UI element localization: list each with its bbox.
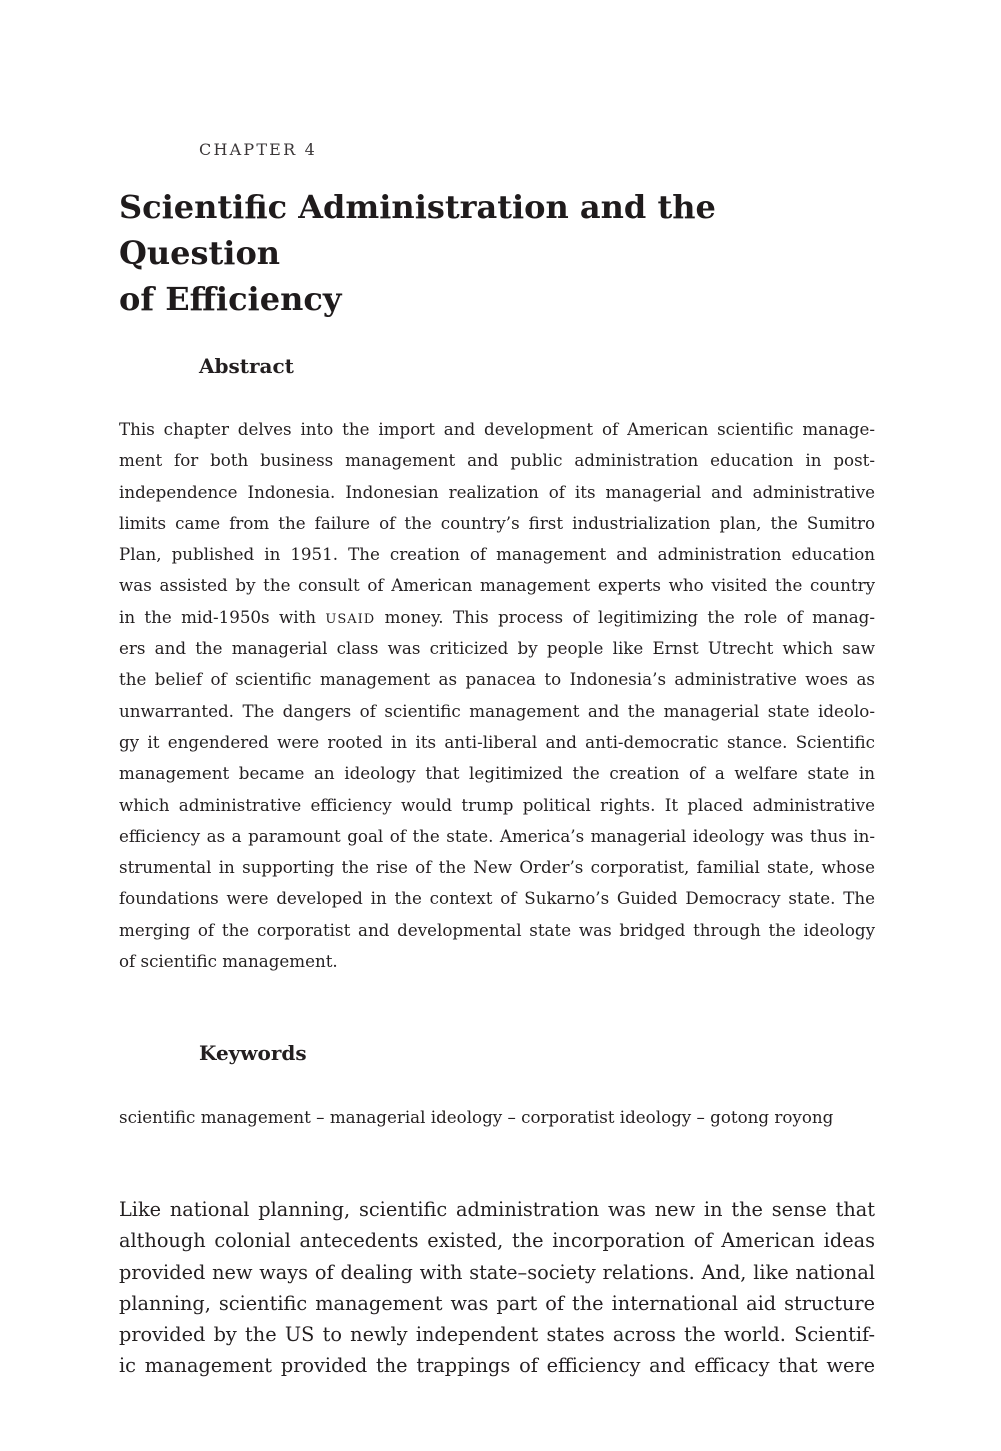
abstract-line: strumental in supporting the rise of the New Order’s corporatist, familial state, whose <box>119 857 875 878</box>
abstract-line: Plan, published in 1951. The creation of management and administration education <box>119 544 875 565</box>
abstract-line: foundations were developed in the context of Sukarno’s Guided Democracy state. The <box>119 888 875 909</box>
usaid-abbreviation: USAID <box>325 611 376 627</box>
body-line: provided by the US to newly independent states across the world. Scientif- <box>119 1323 875 1347</box>
abstract-line: management became an ideology that legitimized the creation of a welfare state in <box>119 763 875 784</box>
abstract-line: which administrative efficiency would trump political rights. It placed administrative <box>119 794 875 815</box>
chapter-title-line-2: of Efficiency <box>119 280 342 318</box>
body-line: although colonial antecedents existed, the incorporation of American ideas <box>119 1229 875 1253</box>
abstract-line: gy it engendered were rooted in its anti-liberal and anti-democratic stance. Scientific <box>119 731 875 752</box>
abstract-paragraph <box>119 414 875 977</box>
abstract-heading: Abstract <box>199 354 294 378</box>
keywords-list: scientific management – managerial ideology – corporatist ideology – gotong royong <box>119 1107 834 1127</box>
body-line: planning, scientific management was part of the international aid structure <box>119 1291 875 1315</box>
chapter-label: CHAPTER 4 <box>199 140 317 159</box>
keywords-heading: Keywords <box>199 1041 307 1065</box>
abstract-line: independence Indonesia. Indonesian realization of its managerial and administrative <box>119 481 875 502</box>
abstract-line: limits came from the failure of the country’s first industrialization plan, the Sumitro <box>119 512 875 533</box>
abstract-line: ers and the managerial class was criticized by people like Ernst Utrecht which saw <box>119 638 875 659</box>
abstract-line: the belief of scientific management as panacea to Indonesia’s administrative woes as <box>119 669 875 690</box>
abstract-line: was assisted by the consult of American management experts who visited the country <box>119 575 875 596</box>
abstract-line: efficiency as a paramount goal of the state. America’s managerial ideology was thus in- <box>119 825 875 846</box>
body-line: provided new ways of dealing with state–society relations. And, like national <box>119 1260 875 1284</box>
body-line: Like national planning, scientific administration was new in the sense that <box>119 1198 875 1221</box>
abstract-line: ment for both business management and public administration education in post- <box>119 450 875 471</box>
chapter-title <box>119 184 819 322</box>
body-paragraph <box>119 1194 875 1382</box>
abstract-line <box>119 602 875 633</box>
abstract-line: This chapter delves into the import and development of American scientific manage- <box>119 419 875 439</box>
chapter-title-line-1: Scientific Administration and the Question <box>119 188 716 272</box>
abstract-line-end: money. This process of legitimizing the role of manag- <box>384 606 875 627</box>
abstract-line: merging of the corporatist and developmental state was bridged through the ideology <box>119 919 875 940</box>
abstract-line: unwarranted. The dangers of scientific management and the managerial state ideolo- <box>119 700 875 721</box>
abstract-line-start: in the mid-1950s with <box>119 606 317 627</box>
abstract-line: of scientific management. <box>119 951 338 972</box>
body-line: ic management provided the trappings of efficiency and efficacy that were <box>119 1354 875 1378</box>
